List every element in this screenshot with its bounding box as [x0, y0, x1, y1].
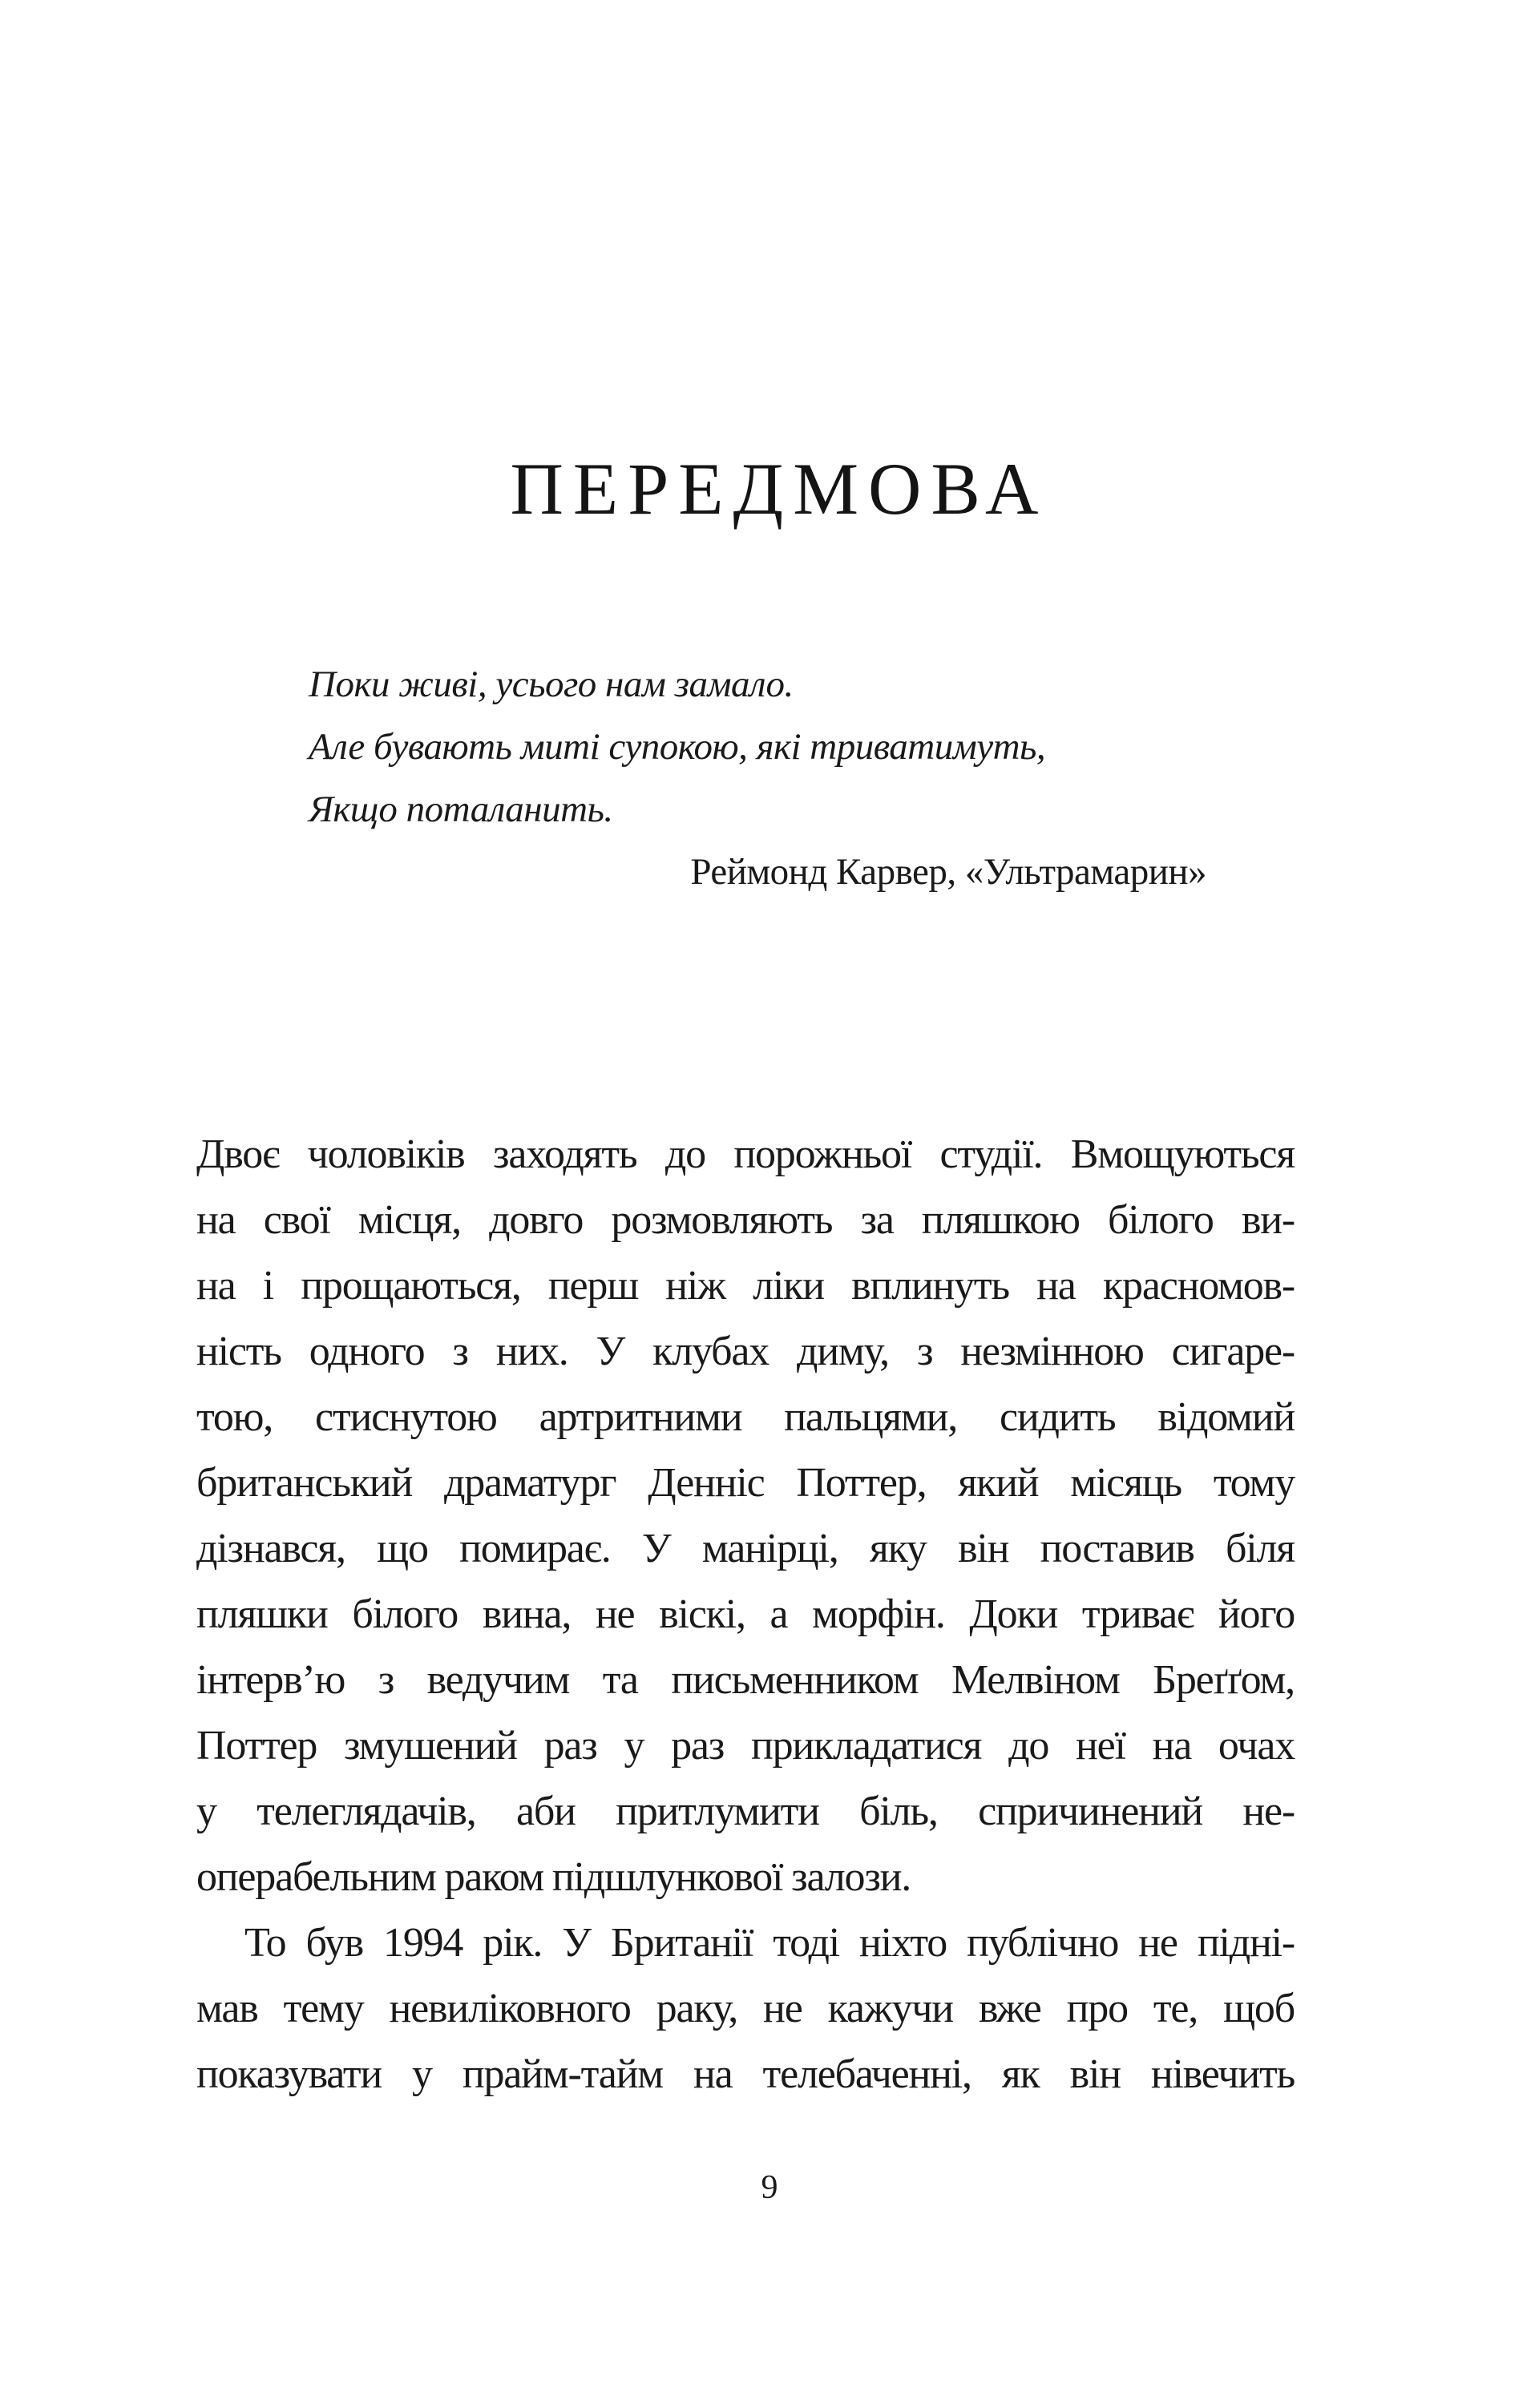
text-line: То був 1994 рік. У Британії тоді ніхто публічно не підні- — [244, 1920, 1295, 1966]
text-line: мав тему невиліковного раку, не кажучи вже про те, щоб — [196, 1986, 1295, 2031]
epigraph-line: Поки живі, усього нам замало. — [309, 664, 794, 705]
epigraph-attribution: Реймонд Карвер, «Ультрамарин» — [690, 851, 1206, 893]
chapter-title: ПЕРЕДМОВА — [510, 448, 1048, 530]
text-line: тою, стиснутою артритними пальцями, сидить відомий — [196, 1394, 1295, 1440]
epigraph-line: Але бувають миті супокою, які триватимуть, — [309, 726, 1046, 768]
text-line: інтерв’ю з ведучим та письменником Мелвіном Бреґґом, — [196, 1657, 1295, 1703]
body-text — [196, 1122, 1295, 2108]
text-line: пляшки білого вина, не віскі, а морфін. Доки триває його — [196, 1591, 1295, 1637]
epigraph — [309, 653, 1238, 903]
text-line: у телеглядачів, аби притлумити біль, спричинений не- — [196, 1789, 1295, 1834]
text-line: дізнався, що помирає. У манірці, яку він поставив біля — [196, 1526, 1295, 1571]
text-line: показувати у прайм-тайм на телебаченні, як він нівечить — [196, 2051, 1295, 2097]
text-line: на свої місця, довго розмовляють за пляшкою білого ви- — [196, 1197, 1295, 1243]
text-line: ність одного з них. У клубах диму, з незмінною сигаре- — [196, 1329, 1295, 1374]
text-line: операбельним раком підшлункової залози. — [196, 1854, 911, 1900]
text-line: Двоє чоловіків заходять до порожньої студії. Вмощуються — [196, 1131, 1295, 1177]
text-line: Поттер змушений раз у раз прикладатися до неї на очах — [196, 1723, 1295, 1769]
text-line: британський драматург Денніс Поттер, який місяць тому — [196, 1460, 1295, 1506]
text-line: на і прощаються, перш ніж ліки вплинуть на красномов- — [196, 1263, 1295, 1309]
page-number: 9 — [761, 2169, 778, 2206]
epigraph-line: Якщо поталанить. — [309, 789, 613, 830]
paragraph — [196, 1910, 1295, 2108]
paragraph — [196, 1122, 1295, 1910]
